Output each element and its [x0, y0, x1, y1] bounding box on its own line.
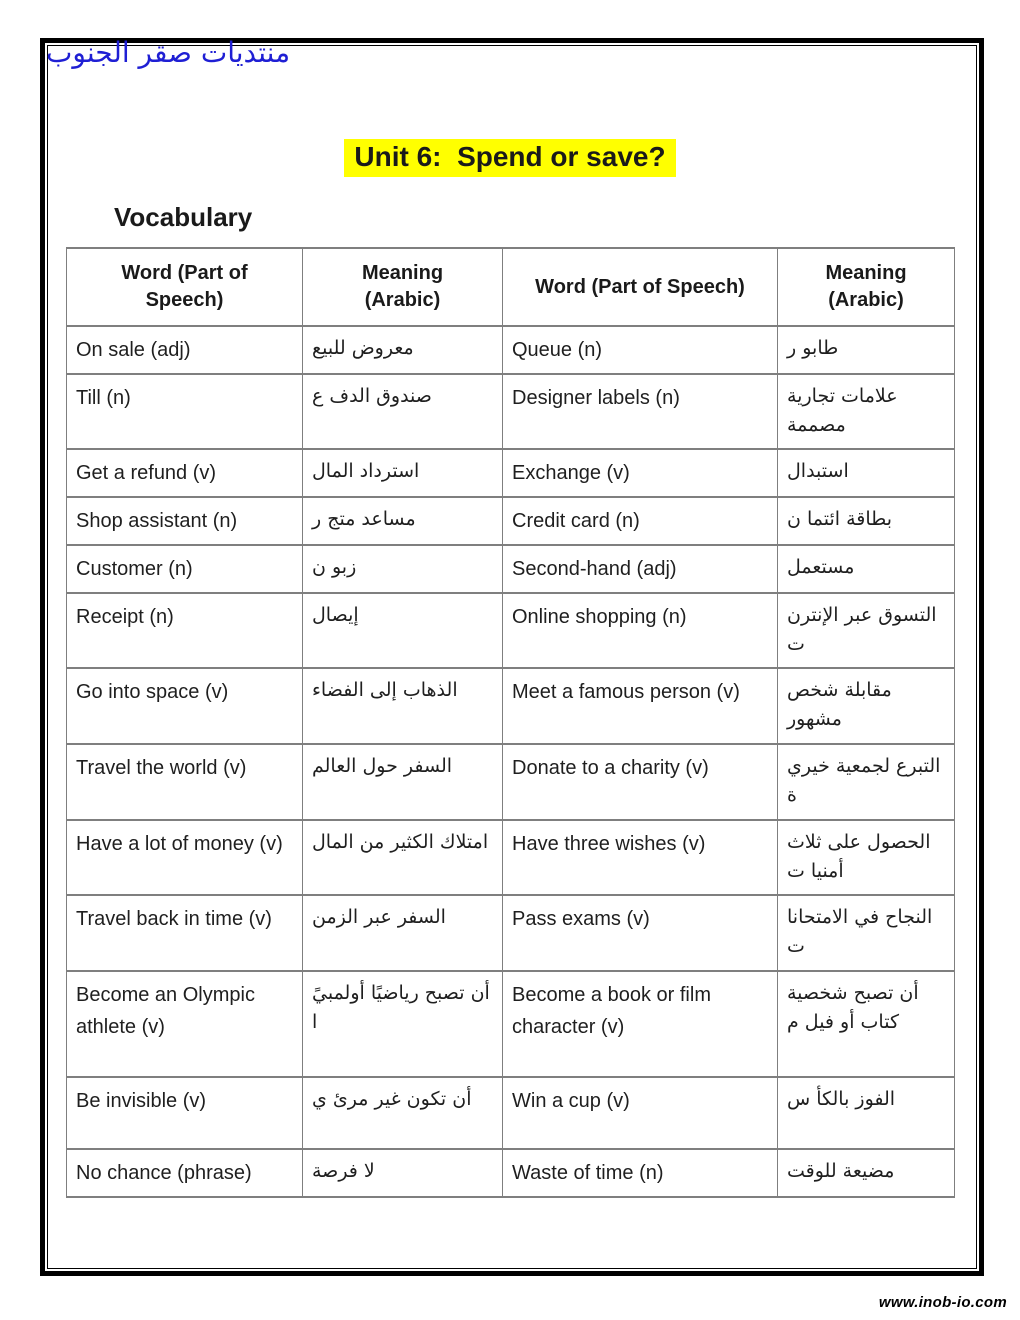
header-line: Word (Part of [121, 262, 248, 284]
table-row [67, 895, 955, 971]
meaning-cell: الذهاب إلى الفضاء [303, 668, 503, 744]
word-cell: Online shopping (n) [503, 593, 778, 668]
word-cell: Shop assistant (n) [67, 497, 303, 545]
table-row [67, 326, 955, 374]
word-cell: Till (n) [67, 374, 303, 449]
table-row [67, 449, 955, 497]
table-row [67, 744, 955, 820]
word-cell: Exchange (v) [503, 449, 778, 497]
word-cell: Receipt (n) [67, 593, 303, 668]
header-line: Word (Part of Speech) [535, 275, 745, 298]
vocabulary-heading: Vocabulary [114, 202, 253, 232]
table-row [67, 820, 955, 895]
meaning-cell: التبرع لجمعية خيري ة [778, 744, 955, 820]
word-cell: Customer (n) [67, 545, 303, 593]
table-header-row [67, 248, 955, 326]
meaning-cell: السفر عبر الزمن [303, 895, 503, 971]
meaning-cell: طابو ر [778, 326, 955, 374]
meaning-cell: الفوز بالكأ س [778, 1077, 955, 1149]
meaning-cell: علامات تجارية مصممة [778, 374, 955, 449]
word-cell: No chance (phrase) [67, 1149, 303, 1197]
table-row [67, 545, 955, 593]
word-cell: Have three wishes (v) [503, 820, 778, 895]
word-cell: On sale (adj) [67, 326, 303, 374]
meaning-cell: أن تصبح رياضيًا أولمبيً ا [303, 971, 503, 1077]
word-cell: Credit card (n) [503, 497, 778, 545]
word-cell: Get a refund (v) [67, 449, 303, 497]
header-line: Meaning [825, 262, 907, 284]
table-row [67, 374, 955, 449]
meaning-cell: بطاقة ائتما ن [778, 497, 955, 545]
word-cell: Pass exams (v) [503, 895, 778, 971]
header-cell-meaning-right [778, 248, 955, 326]
title-row [0, 139, 1020, 177]
header-cell-word-right [503, 248, 778, 326]
forum-watermark-text: منتديات صقر الجنوب [46, 36, 291, 69]
header-line: Speech) [145, 289, 224, 311]
word-cell: Donate to a charity (v) [503, 744, 778, 820]
meaning-cell: أن تكون غير مرئ ي [303, 1077, 503, 1149]
meaning-cell: مقابلة شخص مشهور [778, 668, 955, 744]
header-line: (Arabic) [828, 289, 904, 311]
meaning-cell: صندوق الدف ع [303, 374, 503, 449]
word-cell: Travel the world (v) [67, 744, 303, 820]
header-cell-meaning-left [303, 248, 503, 326]
word-cell: Second-hand (adj) [503, 545, 778, 593]
word-cell: Meet a famous person (v) [503, 668, 778, 744]
word-cell: Designer labels (n) [503, 374, 778, 449]
header-line: Meaning [361, 262, 444, 284]
header-cell-word-left [67, 248, 303, 326]
meaning-cell: امتلاك الكثير من المال [303, 820, 503, 895]
meaning-cell: مضيعة للوقت [778, 1149, 955, 1197]
meaning-cell: النجاح في الامتحانا ت [778, 895, 955, 971]
header-line: (Arabic) [364, 289, 441, 311]
word-cell: Waste of time (n) [503, 1149, 778, 1197]
word-cell: Queue (n) [503, 326, 778, 374]
vocab-table [66, 247, 955, 1198]
table-row [67, 971, 955, 1077]
meaning-cell: مستعمل [778, 545, 955, 593]
site-watermark: www.inob-io.com [878, 1294, 1007, 1311]
table-row [67, 497, 955, 545]
word-cell: Travel back in time (v) [67, 895, 303, 971]
word-cell: Become an Olympic athlete (v) [67, 971, 303, 1077]
meaning-cell: معروض للبيع [303, 326, 503, 374]
table-row [67, 593, 955, 668]
meaning-cell: زبو ن [303, 545, 503, 593]
table-row [67, 668, 955, 744]
table-row [67, 1077, 955, 1149]
word-cell: Win a cup (v) [503, 1077, 778, 1149]
meaning-cell: مساعد متج ر [303, 497, 503, 545]
unit-title: Unit 6: Spend or save? [344, 139, 675, 177]
meaning-cell: استبدال [778, 449, 955, 497]
word-cell: Become a book or film character (v) [503, 971, 778, 1077]
table-row [67, 1149, 955, 1197]
meaning-cell: لا فرصة [303, 1149, 503, 1197]
meaning-cell: التسوق عبر الإنترن ت [778, 593, 955, 668]
word-cell: Have a lot of money (v) [67, 820, 303, 895]
meaning-cell: إيصال [303, 593, 503, 668]
meaning-cell: الحصول على ثلاث أمنيا ت [778, 820, 955, 895]
meaning-cell: السفر حول العالم [303, 744, 503, 820]
meaning-cell: استرداد المال [303, 449, 503, 497]
meaning-cell: أن تصبح شخصية كتاب أو فيل م [778, 971, 955, 1077]
word-cell: Go into space (v) [67, 668, 303, 744]
word-cell: Be invisible (v) [67, 1077, 303, 1149]
